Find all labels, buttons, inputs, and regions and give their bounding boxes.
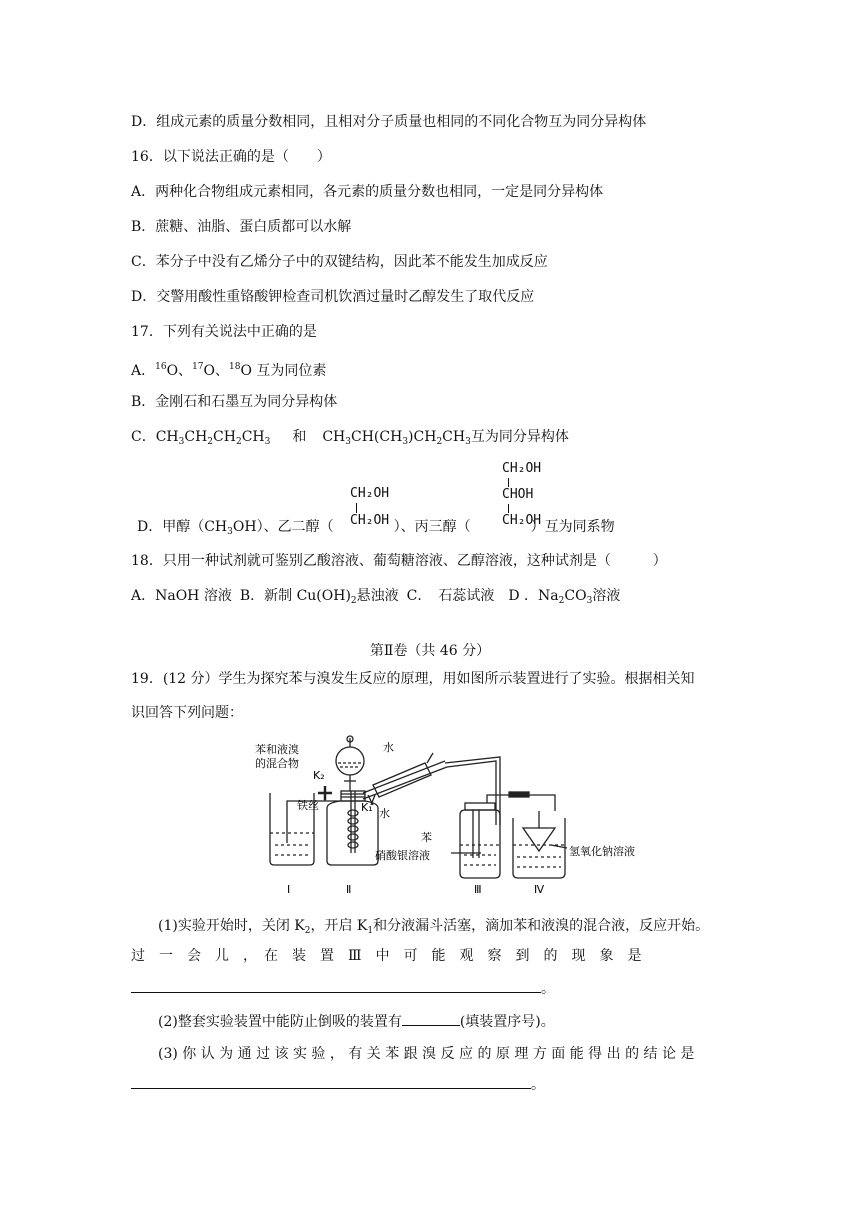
q16-option-a: A．两种化合物组成元素相同，各元素的质量分数也相同，一定是同分异构体 <box>131 184 604 200</box>
q19-part2 <box>158 1011 555 1032</box>
section-title: 第Ⅱ卷（共 46 分） <box>369 643 491 659</box>
subscript: 3 <box>227 527 233 537</box>
formula-part: CH <box>184 429 208 445</box>
q19-part1-line1 <box>158 916 709 941</box>
formula-part: CH <box>241 429 265 445</box>
element: O、 <box>203 363 229 379</box>
option-text: 组成元素的质量分数相同，且相对分子质量也相同的不同化合物互为同分异构体 <box>156 114 647 130</box>
q19-part3-answer <box>131 1074 545 1095</box>
label-k2: K₂ <box>313 769 325 782</box>
q19-part3-line1: (3) 你 认 为 通 过 该 实 验 ， 有 关 苯 跟 溴 反 应 的 原 理 方 面 能 得 出 的 结 论 是 <box>158 1046 695 1062</box>
q18-stem: 18．只用一种试剂就可鉴别乙酸溶液、葡萄糖溶液、乙醇溶液，这种试剂是（ ） <box>131 553 667 569</box>
label-silver-nitrate: 硝酸银溶液 <box>375 849 430 862</box>
text: (1)实验开始时，关闭 K <box>158 918 305 934</box>
label-iron: 铁丝 <box>297 799 319 812</box>
mass-number: 18 <box>229 362 241 372</box>
mass-number: 17 <box>192 362 204 372</box>
formula-part: CH <box>322 429 346 445</box>
q16-stem: 16．以下说法正确的是（ ） <box>131 149 331 165</box>
subscript: 3 <box>586 596 593 606</box>
subscript: 3 <box>345 437 351 447</box>
option-text: ）、丙三醇（ <box>393 519 471 535</box>
q18-option-b: B．新制 Cu(OH) <box>239 588 351 604</box>
q16-option-c: C．苯分子中没有乙烯分子中的双键结构，因此苯不能发生加成反应 <box>131 254 548 270</box>
formula-part: C．CH <box>131 429 179 445</box>
q17-option-a <box>131 357 326 381</box>
label-naoh: 氢氧化钠溶液 <box>569 845 635 858</box>
option-text: ）互为同系物 <box>530 519 615 535</box>
formula-part: )CH <box>408 429 437 445</box>
ethylene-glycol-top: CH₂OH <box>350 486 390 501</box>
glycerol-bottom: CH₂OH <box>502 513 542 528</box>
subscript: 3 <box>178 437 185 447</box>
q17-stem: 17．下列有关说法中正确的是 <box>131 324 317 340</box>
answer-blank[interactable] <box>131 1074 531 1089</box>
apparatus-diagram <box>255 733 655 898</box>
formula-part: CH <box>213 429 236 445</box>
subscript: 3 <box>264 437 271 447</box>
subscript: 2 <box>558 596 565 606</box>
conjunction: 和 <box>292 429 307 445</box>
label-iv: Ⅳ <box>534 883 545 896</box>
subscript: 1 <box>367 926 374 936</box>
label-water-top: 水 <box>383 741 394 754</box>
period: 。 <box>531 1077 545 1093</box>
formula-part: 互为同分异构体 <box>470 429 569 445</box>
glycerol-bond-1 <box>508 478 509 487</box>
subscript: 2 <box>350 596 357 606</box>
glycerol-top: CH₂OH <box>502 461 542 476</box>
text: (填装置序号)。 <box>459 1014 555 1030</box>
label-benzene: 苯 <box>421 831 432 844</box>
q19-part1-answer <box>131 978 555 999</box>
answer-blank[interactable] <box>402 1011 460 1026</box>
q17-option-c <box>131 427 569 452</box>
label-water-bottom: 水 <box>379 807 390 820</box>
q19-stem-line2: 识回答下列问题： <box>131 705 243 721</box>
subscript: 3 <box>402 437 409 447</box>
option-text: 悬浊液 <box>356 588 399 604</box>
q16-option-d: D．交警用酸性重铬酸钾检查司机饮酒过量时乙醇发生了取代反应 <box>131 289 535 305</box>
text: 和分液漏斗活塞，滴加苯和液溴的混合液，反应开始。 <box>373 918 710 934</box>
formula-part: CH(CH <box>351 429 403 445</box>
period: 。 <box>541 981 555 997</box>
ethylene-glycol-bottom: CH₂OH <box>350 513 390 528</box>
option-text: D．甲醇（CH <box>137 519 228 535</box>
option-text: CO <box>564 588 587 604</box>
option-text: OH）、乙二醇（ <box>232 519 334 535</box>
q17-option-d <box>137 517 615 542</box>
q18-option-d: D ．Na <box>508 588 559 604</box>
q17-option-b: B．金刚石和石墨互为同分异构体 <box>131 394 338 410</box>
q16-option-b: B．蔗糖、油脂、蛋白质都可以水解 <box>131 219 352 235</box>
subscript: 2 <box>235 437 242 447</box>
option-text: 溶液 <box>592 588 621 604</box>
label-k1: K₁ <box>361 801 373 814</box>
label-mixture-2: 的混合物 <box>255 757 299 770</box>
label-i: Ⅰ <box>287 883 291 896</box>
q15-option-d <box>131 112 646 132</box>
subscript: 2 <box>304 926 311 936</box>
formula-part: CH <box>442 429 466 445</box>
label-ii: Ⅱ <box>346 883 352 896</box>
subscript: 2 <box>207 437 214 447</box>
answer-blank[interactable] <box>131 978 541 993</box>
text: ，开启 K <box>310 918 368 934</box>
element: O 互为同位素 <box>240 363 327 379</box>
option-label: A． <box>131 363 156 379</box>
q19-part1-line2: 过 一 会 儿 ， 在 装 置 Ⅲ 中 可 能 观 察 到 的 现 象 是 <box>131 948 642 964</box>
label-mixture-1: 苯和液溴 <box>255 743 299 756</box>
q18-option-c: C． 石蕊试液 <box>406 588 495 604</box>
label-iii: Ⅲ <box>474 883 482 896</box>
q19-stem-line1: 19．(12 分）学生为探究苯与溴发生反应的原理，用如图所示装置进行了实验。根据相关知 <box>131 671 695 687</box>
glycerol-bond-2 <box>508 504 509 513</box>
glycerol-middle: CHOH <box>502 487 534 502</box>
mass-number: 16 <box>155 362 167 372</box>
text: (2)整套实验装置中能防止倒吸的装置有 <box>158 1014 402 1030</box>
q18-options <box>131 586 620 611</box>
q18-option-a: A．NaOH 溶液 <box>131 588 232 604</box>
glycol-bond <box>356 503 357 513</box>
subscript: 3 <box>465 437 471 447</box>
subscript: 2 <box>436 437 443 447</box>
option-label: D． <box>131 114 157 130</box>
element: O、 <box>166 363 193 379</box>
